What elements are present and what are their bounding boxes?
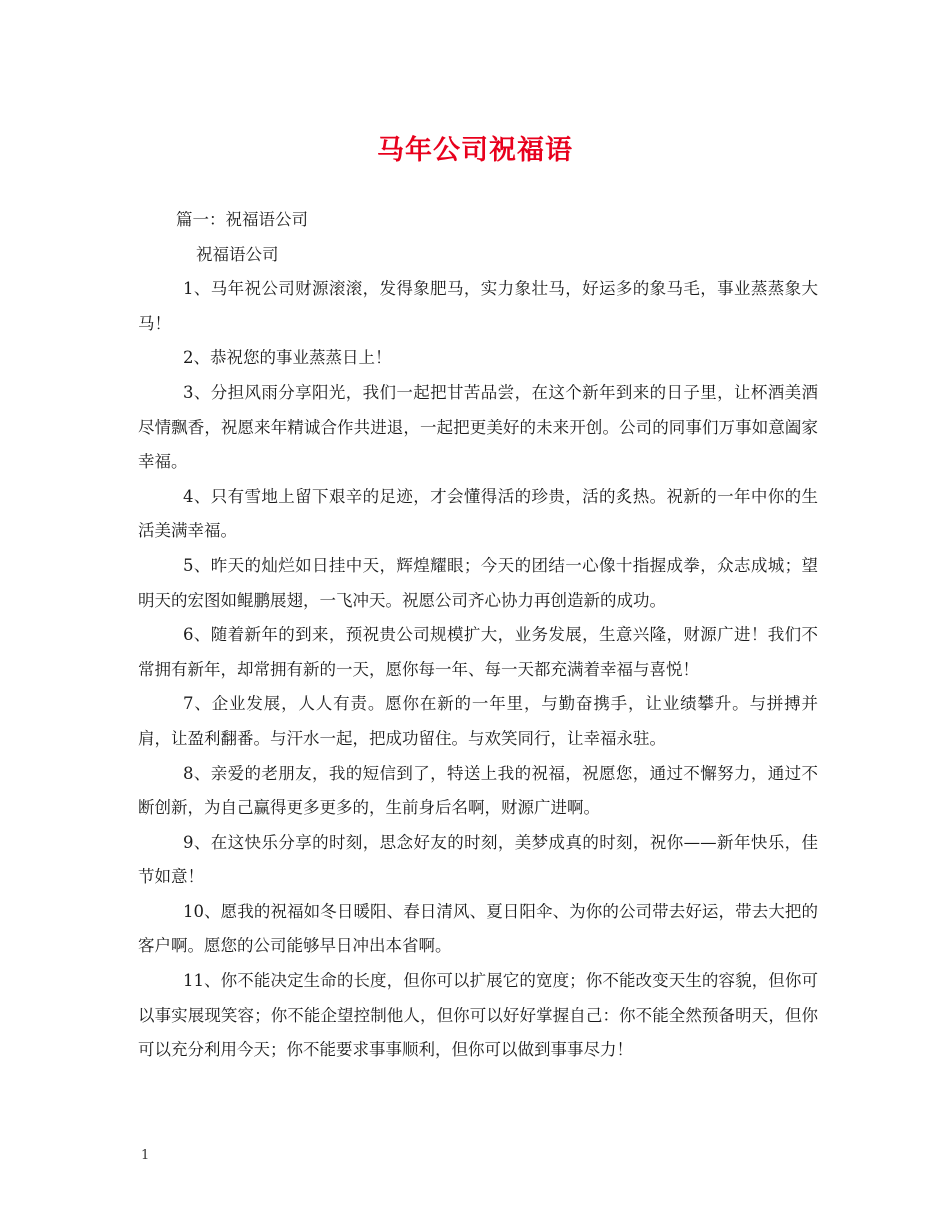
paragraph-11: 11、你不能决定生命的长度，但你可以扩展它的宽度；你不能改变天生的容貌，但你可以事实展现笑容；你不能企望控制他人，但你可以好好掌握自己：你不能全然预备明天，但你可以充分利用今天；你不能要求事事顺利，但你可以做到事事尽力！ [138, 971, 818, 1060]
paragraph-1: 1、马年祝公司财源滚滚，发得象肥马，实力象壮马，好运多的象马毛，事业蒸蒸象大马！ [138, 279, 818, 333]
paragraph-6: 6、随着新年的到来，预祝贵公司规模扩大，业务发展，生意兴隆，财源广进！我们不常拥有新年，却常拥有新的一天，愿你每一年、每一天都充满着幸福与喜悦！ [138, 625, 818, 679]
paragraph-4: 4、只有雪地上留下艰辛的足迹，才会懂得活的珍贵，活的炙热。祝新的一年中你的生活美满幸福。 [138, 486, 818, 541]
paragraph-10: 10、愿我的祝福如冬日暖阳、春日清风、夏日阳伞、为你的公司带去好运，带去大把的客户啊。愿您的公司能够早日冲出本省啊。 [138, 901, 818, 956]
paragraph-2: 2、恭祝您的事业蒸蒸日上！ [183, 348, 392, 368]
document-body [138, 203, 818, 1068]
paragraph-7: 7、企业发展，人人有责。愿你在新的一年里，与勤奋携手，让业绩攀升。与拼搏并肩，让盈利翻番。与汗水一起，把成功留住。与欢笑同行，让幸福永驻。 [138, 694, 818, 748]
page-number: 1 [141, 1148, 150, 1163]
page-title: 马年公司祝福语 [377, 135, 573, 166]
paragraph-3: 3、分担风雨分享阳光，我们一起把甘苦品尝，在这个新年到来的日子里，让杯酒美酒尽情飘香，祝愿来年精诚合作共进退，一起把更美好的未来开创。公司的同事们万事如意阖家幸福。 [138, 382, 818, 472]
paragraph-8: 8、亲爱的老朋友，我的短信到了，特送上我的祝福，祝愿您，通过不懈努力，通过不断创新，为自己赢得更多更多的，生前身后名啊，财源广进啊。 [138, 763, 818, 818]
paragraph-5: 5、昨天的灿烂如日挂中天，辉煌耀眼；今天的团结一心像十指握成拳，众志成城；望明天的宏图如鲲鹏展翅，一飞冲天。祝愿公司齐心协力再创造新的成功。 [138, 555, 818, 610]
section-heading: 篇一：祝福语公司 [176, 210, 308, 229]
section-subheading: 祝福语公司 [196, 244, 279, 264]
paragraph-9: 9、在这快乐分享的时刻，思念好友的时刻，美梦成真的时刻，祝你——新年快乐，佳节如意！ [138, 832, 818, 887]
